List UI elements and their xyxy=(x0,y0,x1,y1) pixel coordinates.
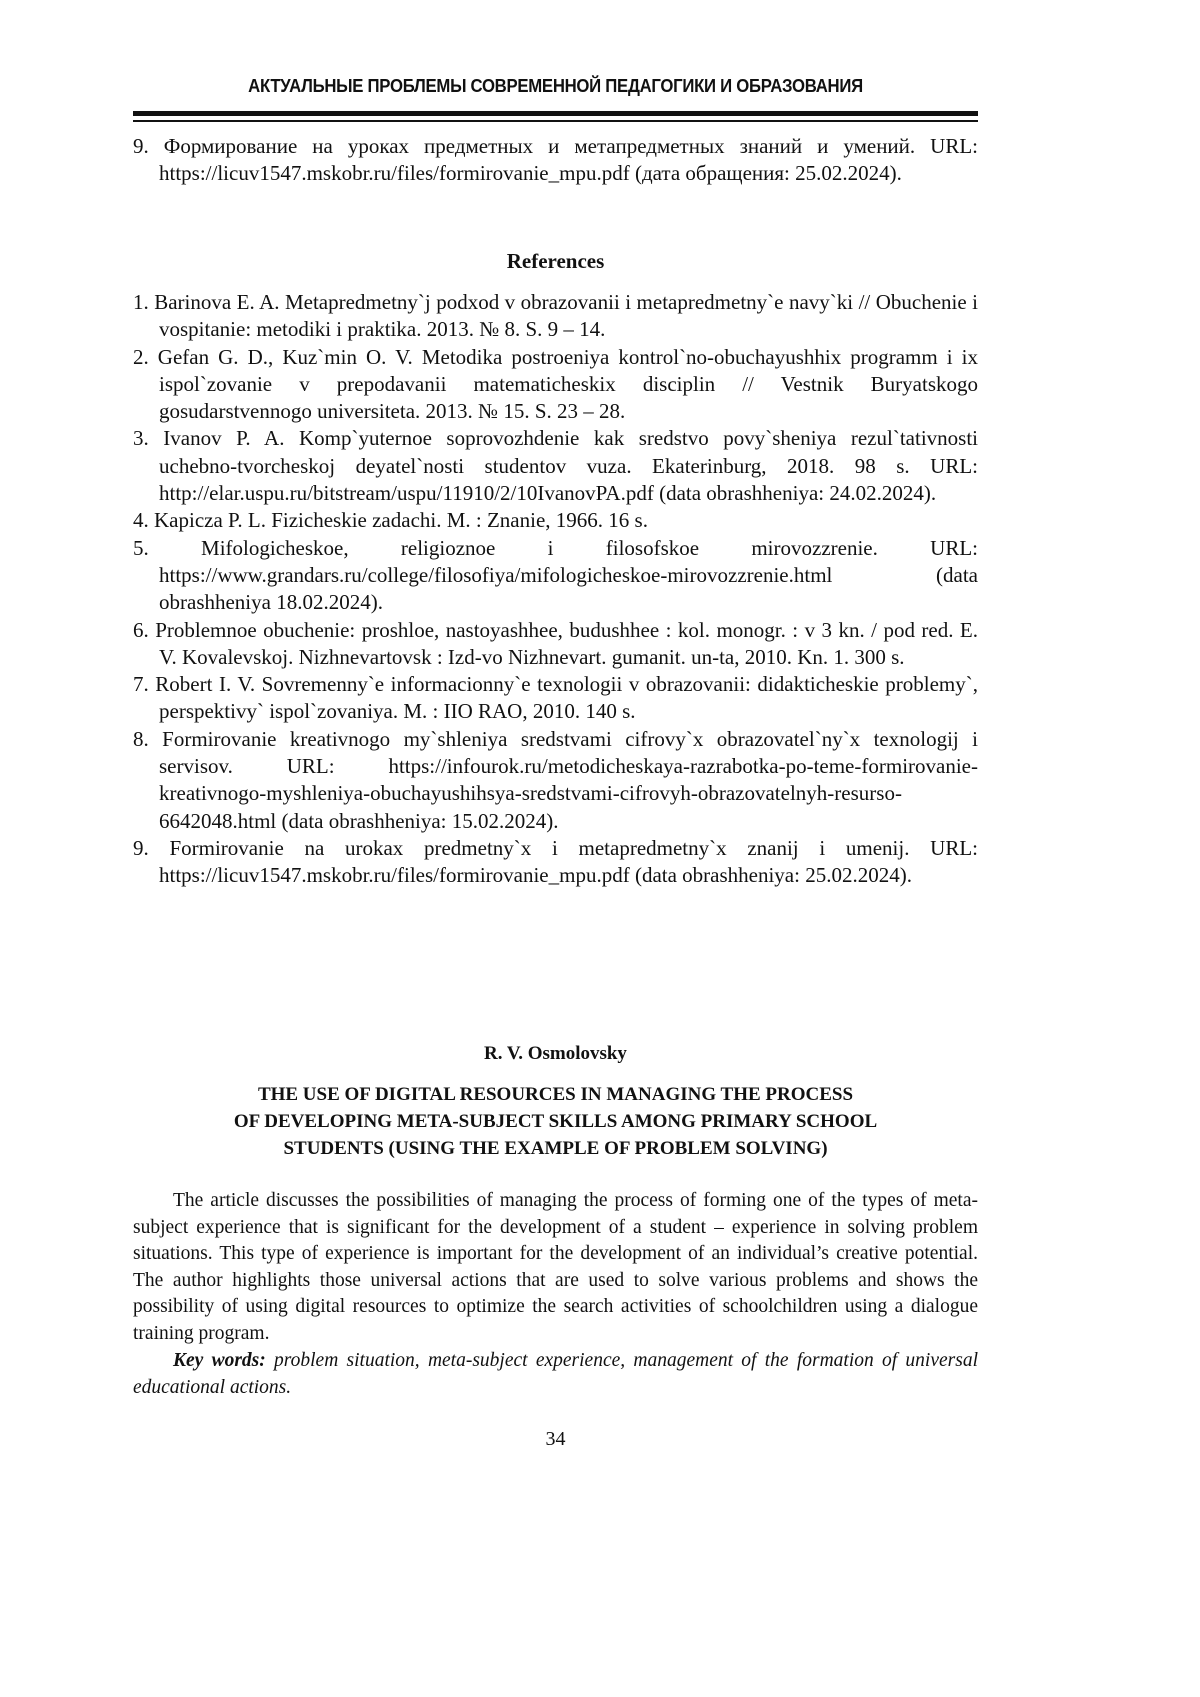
article-keywords xyxy=(133,1348,978,1401)
reference-item: 3. Ivanov P. A. Komp`yuternoe soprovozhdenie kak sredstvo povy`sheniya rezul`tativnosti uchebno-tvorcheskoj deyatel`nosti studentov vuza. Ekaterinburg, 2018. 98 s. URL: http://elar.uspu.ru/bitstream/uspu/11910/2/10IvanovPA.pdf (data obrashheniya: 24.02.2024). xyxy=(133,426,978,506)
article-title-line: OF DEVELOPING META-SUBJECT SKILLS AMONG PRIMARY SCHOOL xyxy=(233,1111,878,1132)
article-author: R. V. Osmolovsky xyxy=(484,1043,627,1064)
reference-item: 9. Formirovanie na urokax predmetny`x i metapredmetny`x znanij i umenij. URL: https://licuv1547.mskobr.ru/files/formirovanie_mpu.pdf (data obrashheniya: 25.02.2024). xyxy=(133,835,978,888)
reference-item: 4. Kapicza P. L. Fizicheskie zadachi. M. : Znanie, 1966. 16 s. xyxy=(133,508,648,533)
reference-item: 6. Problemnoe obuchenie: proshloe, nastoyashhee, budushhee : kol. monogr. : v 3 kn. / pod red. E. V. Kovalevskoj. Nizhnevartovsk : Izd-vo Nizhnevart. gumanit. un-ta, 2010. Kn. 1. 300 s. xyxy=(133,617,978,669)
reference-item: 1. Barinova E. A. Metapredmetny`j podxod v obrazovanii i metapredmetny`e navy`ki // Obuchenie i vospitanie: metodiki i praktika. 2013. № 8. S. 9 – 14. xyxy=(133,290,978,342)
references-heading: References xyxy=(506,249,605,273)
previous-reference-item: 9. Формирование на уроках предметных и метапредметных знаний и умений. URL: https://licuv1547.mskobr.ru/files/formirovanie_mpu.pdf (дата обращения: 25.02.2024). xyxy=(133,134,978,186)
article-title xyxy=(133,1081,978,1162)
page-number: 34 xyxy=(545,1428,566,1450)
reference-item: 8. Formirovanie kreativnogo my`shleniya sredstvami cifrovy`x obrazovatel`ny`x texnologij i servisov. URL: https://infourok.ru/metodicheskaya-razrabotka-po-teme-formirovanie-kreativnogo-myshleniya-obuchayushihsya-sredstvami-cifrovyh-obrazovatelnyh-resurso-6642048.html (data obrashheniya: 15.02.2024). xyxy=(133,726,978,833)
references-list xyxy=(133,289,978,890)
reference-item: 2. Gefan G. D., Kuz`min O. V. Metodika postroeniya kontrol`no-obuchayushhix programm i ix ispol`zovanie v prepodavanii matematicheskix disciplin // Vestnik Buryatskogo gosudarstvennogo universiteta. 2013. № 15. S. 23 – 28. xyxy=(133,344,978,424)
running-head: АКТУАЛЬНЫЕ ПРОБЛЕМЫ СОВРЕМЕННОЙ ПЕДАГОГИКИ И ОБРАЗОВАНИЯ xyxy=(248,76,863,96)
article-title-line: STUDENTS (USING THE EXAMPLE OF PROBLEM SOLVING) xyxy=(283,1138,828,1159)
header-rule-thick xyxy=(133,111,978,116)
article-abstract: The article discusses the possibilities of managing the process of forming one of the types of meta-subject experience that is significant for the development of a student – experience in solving problem situations. This type of experience is important for the development of an individual’s creative potential. The author highlights those universal actions that are used to solve various problems and shows the possibility of using digital resources to optimize the search activities of schoolchildren using a dialogue training program. xyxy=(133,1190,978,1344)
header-rule-thin xyxy=(133,120,978,122)
reference-item: 5. Mifologicheskoe, religioznoe i filosofskoe mirovozzrenie. URL: https://www.grandars.ru/college/filosofiya/mifologicheskoe-mirovozzrenie.html (data obrashheniya 18.02.2024). xyxy=(133,535,978,615)
keywords-text: problem situation, meta-subject experience, management of the formation of universal educational actions. xyxy=(133,1350,978,1398)
article-title-line: THE USE OF DIGITAL RESOURCES IN MANAGING THE PROCESS xyxy=(257,1084,854,1105)
keywords-label: Key words: xyxy=(173,1350,266,1371)
reference-item: 7. Robert I. V. Sovremenny`e informacionny`e texnologii v obrazovanii: didakticheskie problemy`, perspektivy` ispol`zovaniya. M. : IIO RAO, 2010. 140 s. xyxy=(133,672,978,724)
